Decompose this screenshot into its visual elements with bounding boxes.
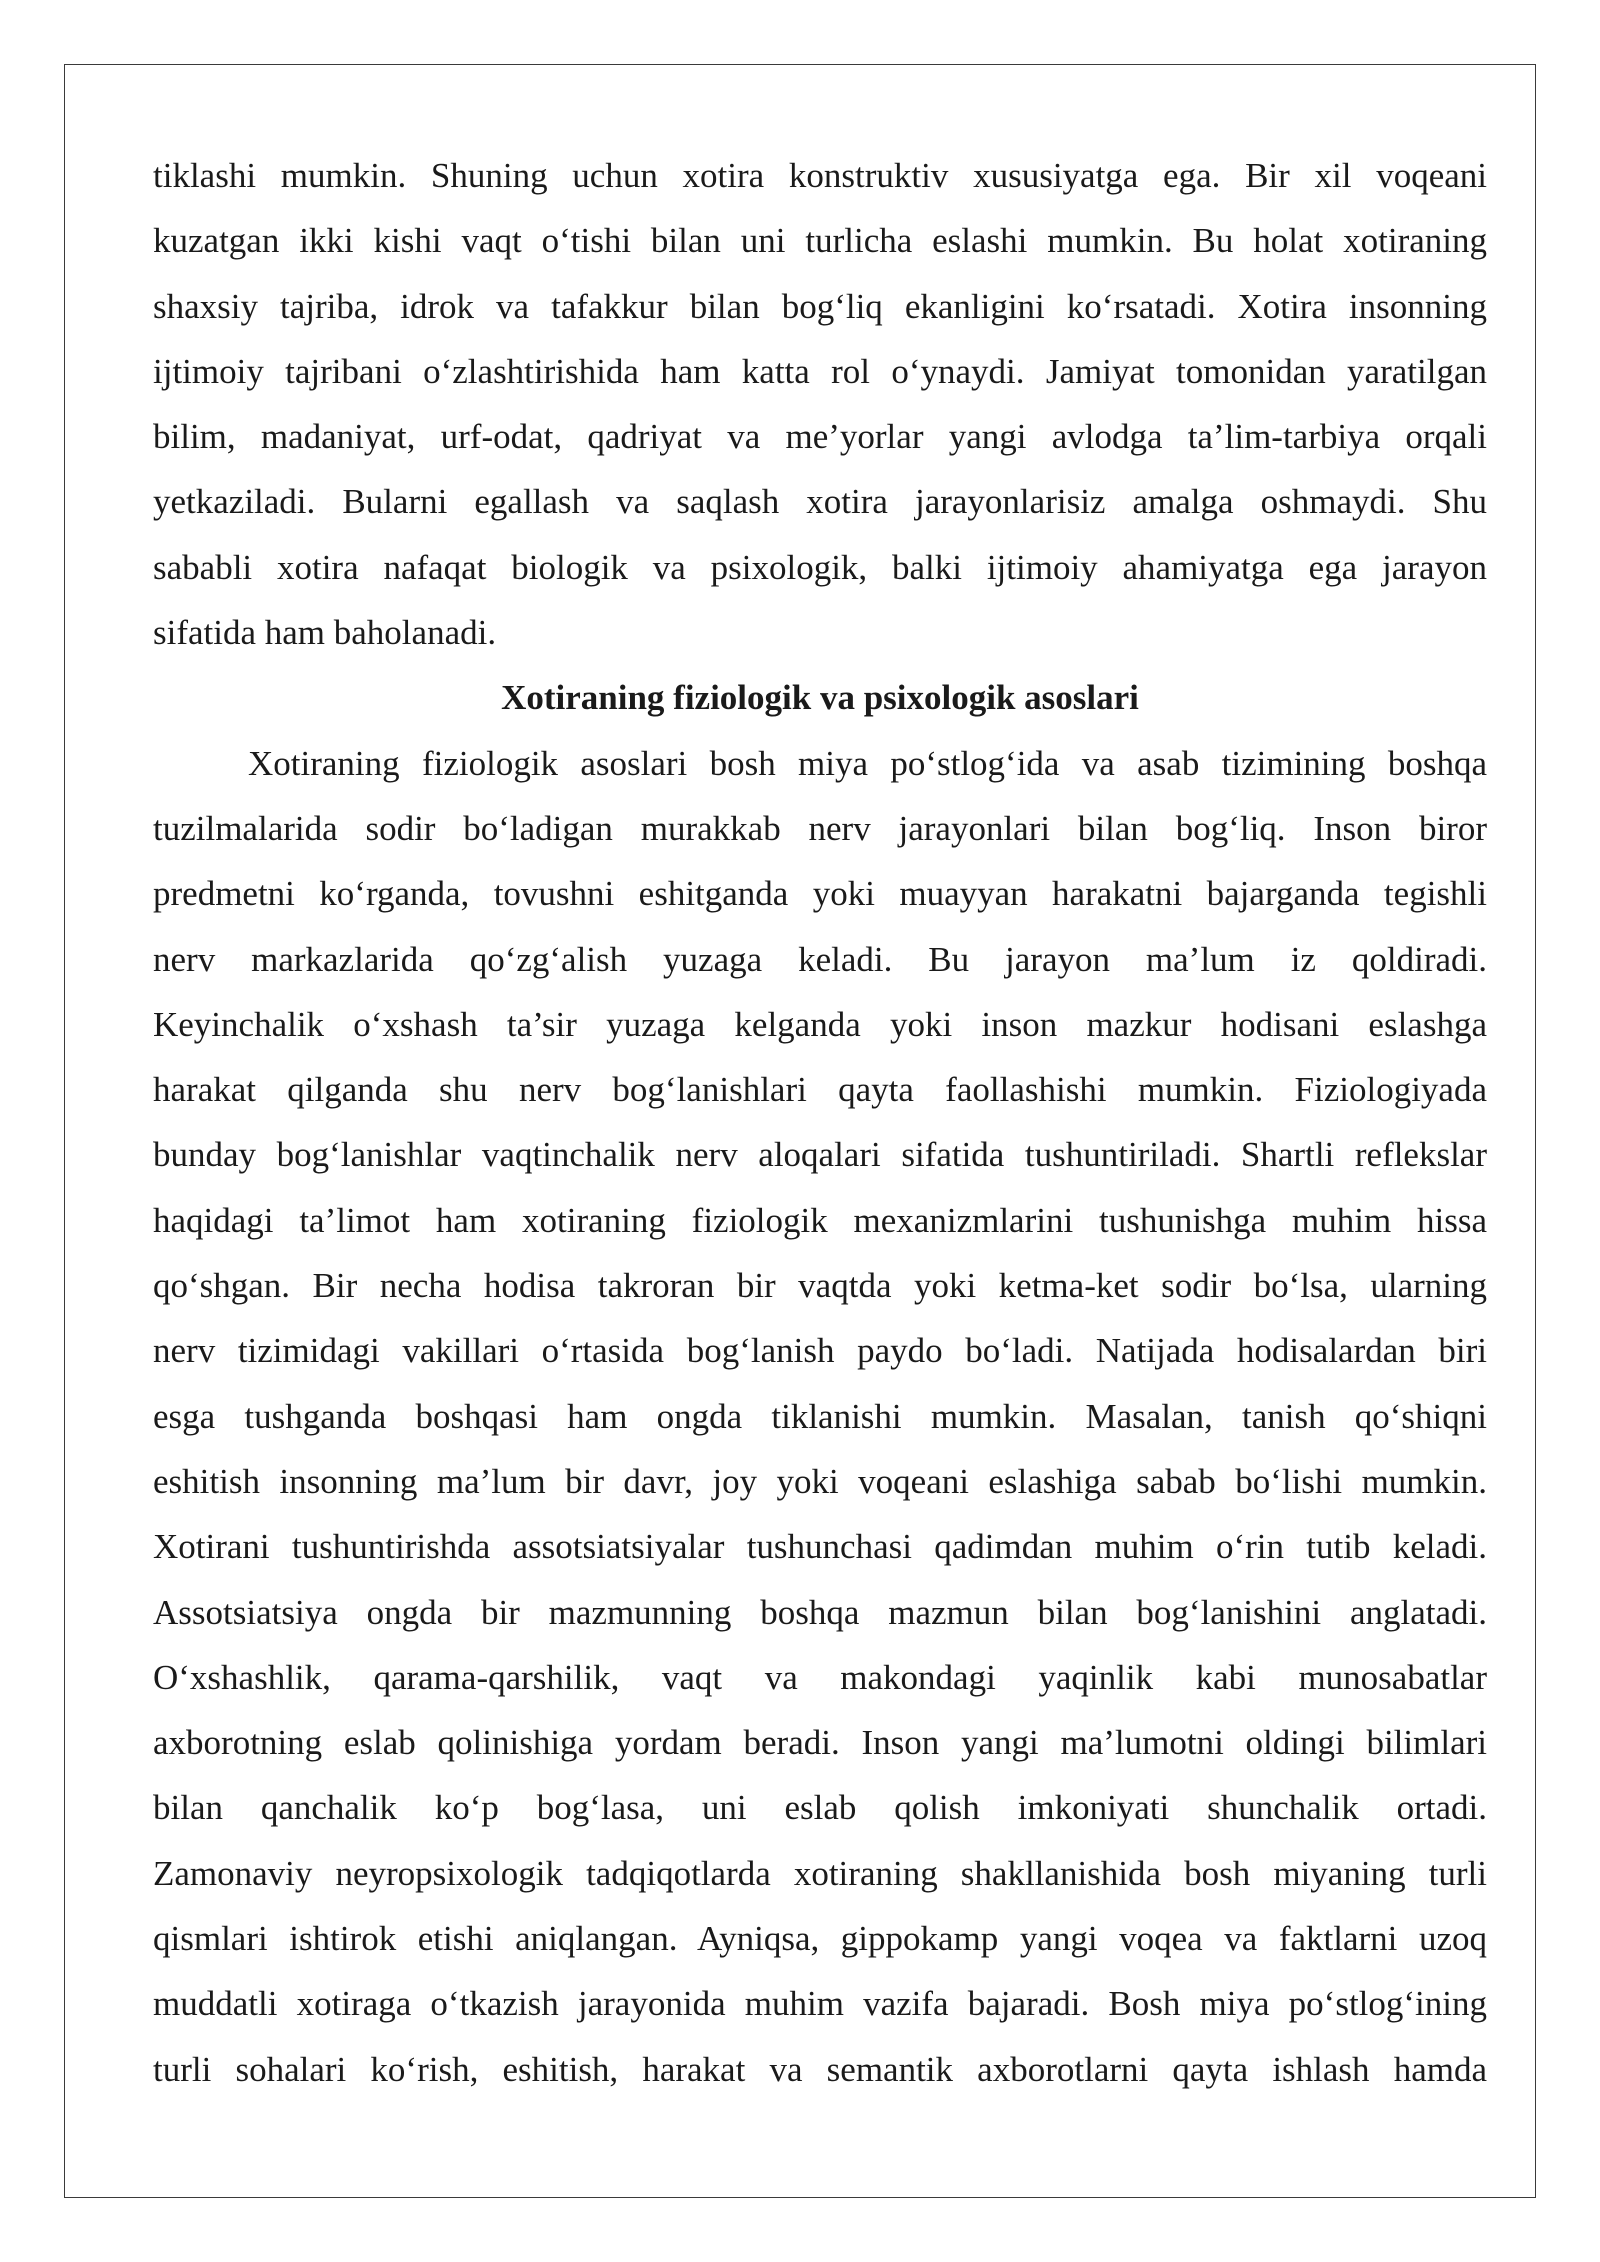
- text-line: sifatida ham baholanadi.: [153, 613, 497, 653]
- text-line: nerv markazlarida qo‘zg‘alish yuzaga keladi. Bu jarayon ma’lum iz qoldiradi.: [153, 939, 1487, 979]
- text-line: shaxsiy tajriba, idrok va tafakkur bilan bog‘liq ekanligini ko‘rsatadi. Xotira insonning: [153, 286, 1487, 326]
- text-line: tiklashi mumkin. Shuning uchun xotira konstruktiv xususiyatga ega. Bir xil voqeani: [153, 156, 1487, 195]
- text-line: axborotning eslab qolinishiga yordam beradi. Inson yangi ma’lumotni oldingi bilimlari: [153, 1723, 1487, 1763]
- text-line: Xotiraning fiziologik asoslari bosh miya po‘stlog‘ida va asab tizimining boshqa: [248, 743, 1487, 783]
- text-line: Zamonaviy neyropsixologik tadqiqotlarda xotiraning shakllanishida bosh miyaning turli: [153, 1853, 1487, 1893]
- text-line: bilan qanchalik ko‘p bog‘lasa, uni eslab qolish imkoniyati shunchalik ortadi.: [153, 1788, 1487, 1828]
- text-line: tuzilmalarida sodir bo‘ladigan murakkab nerv jarayonlari bilan bog‘liq. Inson biror: [153, 808, 1487, 848]
- text-line: qismlari ishtirok etishi aniqlangan. Ayniqsa, gippokamp yangi voqea va faktlarni uzoq: [153, 1919, 1487, 1959]
- text-line: Keyinchalik o‘xshash ta’sir yuzaga kelganda yoki inson mazkur hodisani eslashga: [153, 1004, 1487, 1044]
- text-line: kuzatgan ikki kishi vaqt o‘tishi bilan uni turlicha eslashi mumkin. Bu holat xotiraning: [153, 221, 1487, 261]
- section-heading: Xotiraning fiziologik va psixologik asoslari: [501, 678, 1139, 718]
- text-line: sababli xotira nafaqat biologik va psixologik, balki ijtimoiy ahamiyatga ega jarayon: [153, 547, 1487, 587]
- text-line: yetkaziladi. Bularni egallash va saqlash xotira jarayonlarisiz amalga oshmaydi. Shu: [153, 482, 1487, 522]
- text-line: haqidagi ta’limot ham xotiraning fiziologik mexanizmlarini tushunishga muhim hissa: [153, 1200, 1487, 1240]
- paragraph-continued: [153, 143, 1487, 665]
- text-line: esga tushganda boshqasi ham ongda tiklanishi mumkin. Masalan, tanish qo‘shiqni: [153, 1396, 1487, 1436]
- text-line: harakat qilganda shu nerv bog‘lanishlari qayta faollashishi mumkin. Fiziologiyada: [153, 1070, 1487, 1110]
- text-line: bilim, madaniyat, urf-odat, qadriyat va me’yorlar yangi avlodga ta’lim-tarbiya orqali: [153, 417, 1487, 457]
- text-line: ijtimoiy tajribani o‘zlashtirishida ham katta rol o‘ynaydi. Jamiyat tomonidan yaratilgan: [153, 351, 1487, 391]
- text-line: predmetni ko‘rganda, tovushni eshitganda yoki muayyan harakatni bajarganda tegishli: [153, 874, 1487, 914]
- text-line: muddatli xotiraga o‘tkazish jarayonida muhim vazifa bajaradi. Bosh miya po‘stlog‘ining: [153, 1984, 1487, 2024]
- document-body: [153, 143, 1487, 2102]
- text-line: nerv tizimidagi vakillari o‘rtasida bog‘lanish paydo bo‘ladi. Natijada hodisalardan biri: [153, 1331, 1487, 1371]
- text-line: turli sohalari ko‘rish, eshitish, harakat va semantik axborotlarni qayta ishlash hamda: [153, 2049, 1487, 2089]
- text-line: Xotirani tushuntirishda assotsiatsiyalar tushunchasi qadimdan muhim o‘rin tutib keladi.: [153, 1527, 1487, 1567]
- text-line: bunday bog‘lanishlar vaqtinchalik nerv aloqalari sifatida tushuntiriladi. Shartli reflekslar: [153, 1135, 1487, 1175]
- paragraph-physiological-basis: [153, 731, 1487, 2102]
- text-line: Assotsiatsiya ongda bir mazmunning boshqa mazmun bilan bog‘lanishini anglatadi.: [153, 1592, 1487, 1632]
- text-line: qo‘shgan. Bir necha hodisa takroran bir vaqtda yoki ketma-ket sodir bo‘lsa, ularning: [153, 1266, 1487, 1306]
- text-line: eshitish insonning ma’lum bir davr, joy yoki voqeani eslashiga sabab bo‘lishi mumkin.: [153, 1461, 1487, 1501]
- text-line: O‘xshashlik, qarama-qarshilik, vaqt va makondagi yaqinlik kabi munosabatlar: [153, 1657, 1487, 1697]
